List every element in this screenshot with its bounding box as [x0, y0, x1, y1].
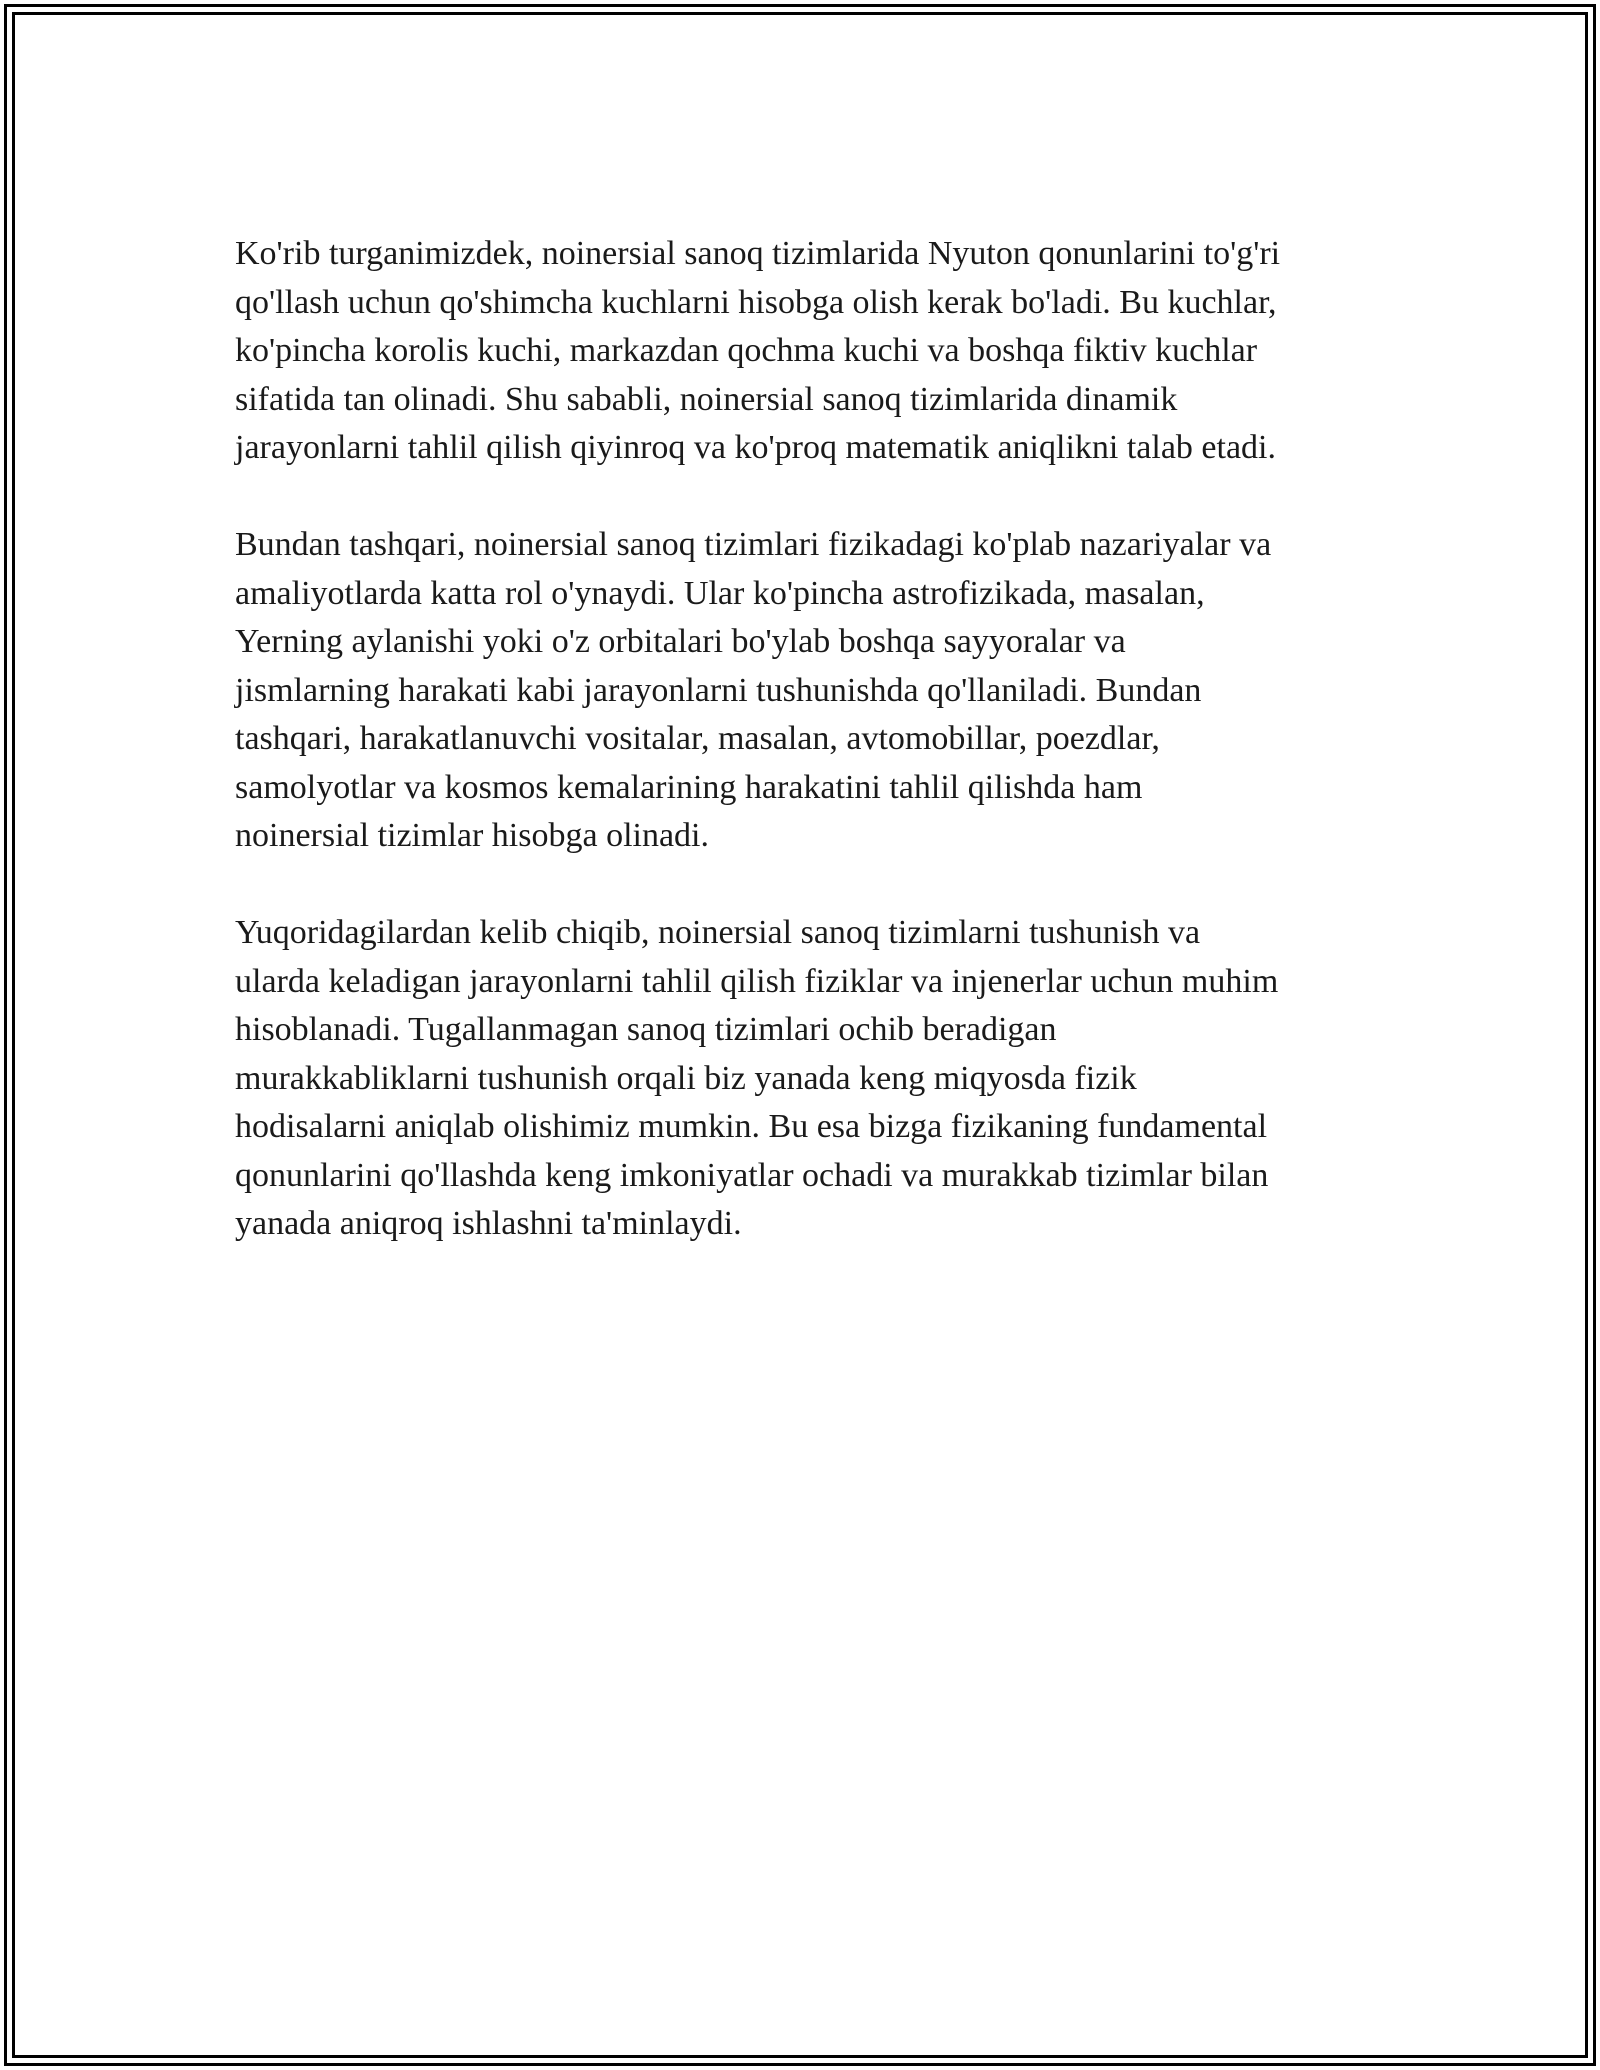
text-line: jismlarning harakati kabi jarayonlarni tushunishda qo'llaniladi. Bundan — [235, 671, 1202, 709]
text-line: samolyotlar va kosmos kemalarining harakatini tahlil qilishda ham — [235, 768, 1143, 806]
text-line: jarayonlarni tahlil qilish qiyinroq va ko'proq matematik aniqlikni talab etadi. — [235, 429, 1276, 466]
text-line: hisoblanadi. Tugallanmagan sanoq tizimlari ochib beradigan — [235, 1011, 1057, 1048]
text-line: hodisalarni aniqlab olishimiz mumkin. Bu esa bizga fizikaning fundamental — [235, 1108, 1268, 1145]
text-line: qo'llash uchun qo'shimcha kuchlarni hisobga olish kerak bo'ladi. Bu kuchlar, — [235, 283, 1277, 321]
text-line: Bundan tashqari, noinersial sanoq tizimlari fizikadagi ko'plab nazariyalar va — [235, 526, 1272, 563]
text-line: murakkabliklarni tushunish orqali biz yanada keng miqyosda fizik — [235, 1059, 1137, 1097]
paragraph-2 — [235, 521, 1385, 861]
text-line: Yuqoridagilardan kelib chiqib, noinersial sanoq tizimlarni tushunish va — [235, 914, 1201, 951]
text-line: Ko'rib turganimizdek, noinersial sanoq tizimlarida Nyuton qonunlarini to'g'ri — [235, 235, 1281, 272]
text-line: Yerning aylanishi yoki o'z orbitalari bo'ylab boshqa sayyoralar va — [235, 623, 1126, 660]
document-body — [235, 230, 1385, 1297]
paragraph-1 — [235, 230, 1385, 473]
paragraph-3 — [235, 909, 1385, 1249]
text-line: tashqari, harakatlanuvchi vositalar, masalan, avtomobillar, poezdlar, — [235, 720, 1160, 757]
text-line: amaliyotlarda katta rol o'ynaydi. Ular ko'pincha astrofizikada, masalan, — [235, 574, 1205, 612]
text-line: sifatida tan olinadi. Shu sababli, noinersial sanoq tizimlarida dinamik — [235, 380, 1178, 418]
text-line: noinersial tizimlar hisobga olinadi. — [235, 817, 710, 854]
text-line: ularda keladigan jarayonlarni tahlil qilish fiziklar va injenerlar uchun muhim — [235, 962, 1279, 1000]
text-line: qonunlarini qo'llashda keng imkoniyatlar ochadi va murakkab tizimlar bilan — [235, 1156, 1269, 1194]
text-line: ko'pincha korolis kuchi, markazdan qochma kuchi va boshqa fiktiv kuchlar — [235, 332, 1258, 369]
text-line: yanada aniqroq ishlashni ta'minlaydi. — [235, 1205, 742, 1242]
